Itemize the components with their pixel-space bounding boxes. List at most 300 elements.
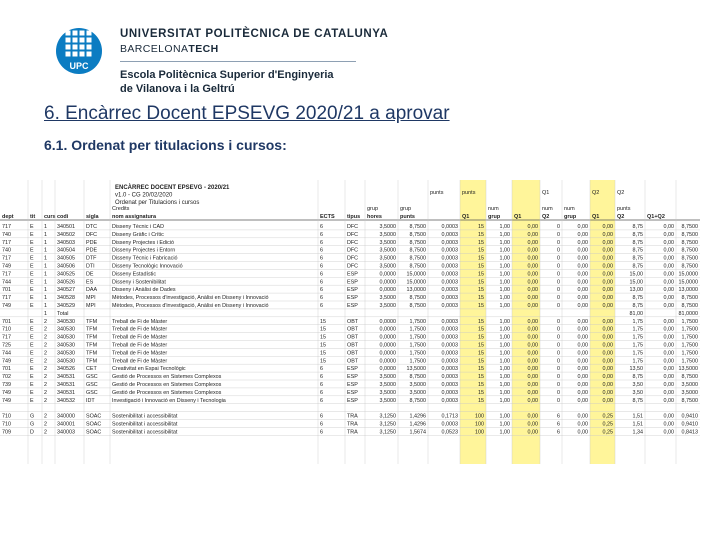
- banner-line: Ordenat per Titulacions i cursos: [115, 200, 200, 206]
- table-cell: 1,00: [499, 295, 510, 302]
- table-cell: TFM: [86, 358, 98, 365]
- table-cell: 0,00: [663, 366, 674, 373]
- table-cell: E: [30, 318, 34, 325]
- table-cell: 8,7500: [681, 239, 698, 246]
- table-cell: 1,00: [499, 366, 510, 373]
- table-cell: 0,0003: [441, 382, 458, 388]
- table-cell: 1,7500: [681, 318, 698, 325]
- table-cell: 0,00: [663, 295, 674, 302]
- table-cell: 6: [320, 231, 323, 238]
- table-cell: 0,00: [527, 295, 538, 302]
- table-cell: 2: [44, 366, 47, 373]
- table-cell: 8,7500: [409, 247, 426, 254]
- header-top-cell: Q2: [617, 190, 625, 196]
- table-cell: 6: [320, 224, 323, 230]
- table-cell: 3,5000: [379, 239, 396, 246]
- table-cell: 340530: [57, 334, 75, 341]
- table-cell: 13,5000: [406, 366, 426, 373]
- header-mid-cell: num: [564, 206, 575, 212]
- table-cell: 0,00: [602, 350, 613, 357]
- table-cell: E: [30, 358, 34, 365]
- table-cell: 2: [44, 326, 47, 333]
- page-subtitle: 6.1. Ordenat per titulacions i cursos:: [44, 137, 287, 153]
- table-cell: 340003: [57, 429, 75, 436]
- table-cell: 6: [557, 413, 560, 420]
- table-cell: 6: [320, 263, 323, 270]
- table-cell: 340531: [57, 374, 75, 381]
- table-cell: 0,0003: [441, 366, 458, 373]
- table-cell: 702: [2, 374, 11, 381]
- logo-dot: [73, 45, 78, 50]
- header-cell: dept: [2, 214, 14, 220]
- table-cell: 6: [320, 271, 323, 278]
- header-top-cell: punts: [462, 190, 476, 196]
- table-cell: 6: [320, 382, 323, 388]
- table-cell: 15: [320, 342, 326, 349]
- logo-dot: [80, 52, 85, 57]
- table-cell: OBT: [347, 334, 359, 341]
- table-cell: GSC: [86, 374, 98, 381]
- table-cell: 340531: [57, 382, 75, 388]
- table-cell: 8,75: [632, 303, 643, 309]
- table-cell: 0,00: [577, 326, 588, 333]
- table-cell: 0,00: [602, 271, 613, 278]
- table-cell: 0,0003: [441, 239, 458, 246]
- table-cell: 0,00: [527, 239, 538, 246]
- table-cell: 0: [557, 231, 560, 238]
- table-cell: 13,00: [629, 287, 643, 294]
- table-cell: Treball de Fi de Màster: [112, 350, 168, 357]
- table-cell: 1,75: [632, 350, 643, 357]
- table-cell: 1,7500: [681, 334, 698, 341]
- table-cell: IDT: [86, 397, 95, 404]
- table-cell: 1,75: [632, 342, 643, 349]
- table-cell: 0,00: [577, 413, 588, 420]
- table-cell: 1,00: [499, 389, 510, 396]
- table-cell: TRA: [347, 429, 358, 436]
- table-cell: 15: [478, 318, 484, 325]
- table-cell: 0,00: [602, 374, 613, 381]
- table-cell: 1,00: [499, 342, 510, 349]
- table-cell: 0: [557, 318, 560, 325]
- table-cell: 2: [44, 374, 47, 381]
- header-top-cell: punts: [430, 190, 444, 196]
- table-cell: 8,75: [632, 224, 643, 230]
- table-cell: 340501: [57, 224, 75, 230]
- table-cell: SOAC: [86, 429, 102, 436]
- table-cell: 0: [557, 382, 560, 388]
- table-cell: 749: [2, 303, 11, 309]
- table-cell: 15: [478, 382, 484, 388]
- table-cell: 3,5000: [681, 382, 698, 388]
- table-cell: 2: [44, 413, 47, 420]
- table-cell: 1: [44, 231, 47, 238]
- table-cell: 0: [557, 271, 560, 278]
- header-mid-cell: punts: [617, 206, 631, 212]
- table-cell: 1,51: [632, 421, 643, 428]
- table-cell: 0,25: [602, 421, 613, 428]
- table-cell: OBT: [347, 358, 359, 365]
- table-cell: 0,00: [663, 239, 674, 246]
- header-cell: Q1: [462, 214, 470, 220]
- table-cell: 0,00: [527, 287, 538, 294]
- table-cell: 0,00: [527, 247, 538, 254]
- logo-text: UPC: [69, 61, 89, 71]
- table-cell: 15: [478, 374, 484, 381]
- logo-dot: [73, 52, 78, 57]
- table-cell: 0,0523: [441, 429, 458, 436]
- table-cell: 0,00: [527, 303, 538, 309]
- logo-dot: [87, 52, 92, 57]
- table-cell: 1,00: [499, 334, 510, 341]
- table-cell: 1,00: [499, 326, 510, 333]
- table-cell: 0,00: [602, 358, 613, 365]
- table-cell: E: [30, 247, 34, 254]
- table-cell: 0,00: [602, 247, 613, 254]
- table-cell: 3,5000: [409, 389, 426, 396]
- table-cell: 0,0003: [441, 421, 458, 428]
- table-cell: 1,34: [632, 429, 643, 436]
- table-cell: 340000: [57, 413, 75, 420]
- table-cell: 6: [320, 374, 323, 381]
- table-cell: 13,0000: [678, 287, 698, 294]
- table-cell: 0,00: [577, 224, 588, 230]
- table-cell: 0,00: [602, 366, 613, 373]
- table-cell: 15,0000: [678, 279, 698, 286]
- table-cell: 0,00: [577, 279, 588, 286]
- table-cell: 0: [557, 374, 560, 381]
- table-cell: ESP: [347, 397, 358, 404]
- table-cell: 0,00: [527, 279, 538, 286]
- table-cell: 1,75: [632, 334, 643, 341]
- table-cell: 15: [478, 350, 484, 357]
- table-cell: 6: [557, 429, 560, 436]
- table-cell: 0,00: [577, 247, 588, 254]
- table-cell: 15: [478, 397, 484, 404]
- table-cell: 1: [44, 255, 47, 262]
- table-cell: 1,7500: [409, 318, 426, 325]
- table-cell: 100: [475, 429, 484, 436]
- table-cell: Treball de Fi de Màster: [112, 342, 168, 349]
- table-cell: 0,00: [577, 263, 588, 270]
- table-cell: 3,50: [632, 389, 643, 396]
- table-cell: 15: [478, 389, 484, 396]
- table-cell: 1,00: [499, 429, 510, 436]
- table-cell: 0: [557, 247, 560, 254]
- table-cell: SOAC: [86, 421, 102, 428]
- table-cell: 340530: [57, 350, 75, 357]
- table-cell: 100: [475, 413, 484, 420]
- table-cell: 749: [2, 397, 11, 404]
- table-cell: 0,0003: [441, 350, 458, 357]
- table-cell: DTI: [86, 263, 95, 270]
- table-cell: 2: [44, 350, 47, 357]
- table-cell: 0,00: [577, 231, 588, 238]
- table-cell: 0,0003: [441, 231, 458, 238]
- logo-dot: [66, 52, 71, 57]
- table-cell: 0,9410: [681, 421, 698, 428]
- table-cell: 13,50: [629, 366, 643, 373]
- table-cell: 81,00: [629, 310, 643, 317]
- table-cell: 340529: [57, 303, 75, 309]
- table-cell: E: [30, 334, 34, 341]
- table-cell: 2: [44, 382, 47, 388]
- table-cell: 6: [320, 239, 323, 246]
- table-cell: 1: [44, 239, 47, 246]
- table-cell: 3,5000: [379, 397, 396, 404]
- table-cell: 8,7500: [681, 247, 698, 254]
- table-cell: 0,00: [663, 397, 674, 404]
- table-cell: 340530: [57, 342, 75, 349]
- table-cell: 1,7500: [409, 342, 426, 349]
- table-cell: ES: [86, 279, 94, 286]
- header-cell: ECTS: [320, 214, 335, 220]
- table-cell: OBT: [347, 350, 359, 357]
- table-cell: DTF: [86, 255, 97, 262]
- table-cell: E: [30, 350, 34, 357]
- table-cell: TRA: [347, 413, 358, 420]
- table-cell: Disseny Tecnològic Innovació: [112, 263, 183, 270]
- table-cell: 2: [44, 342, 47, 349]
- table-cell: 0,00: [577, 374, 588, 381]
- table-cell: 0,00: [663, 224, 674, 230]
- university-header: [120, 28, 389, 96]
- table-cell: 717: [2, 239, 11, 246]
- logo-dot: [66, 38, 71, 43]
- table-cell: Sostenibilitat i accessibilitat: [112, 413, 178, 420]
- table-cell: 1,51: [632, 413, 643, 420]
- table-cell: 0: [557, 342, 560, 349]
- table-cell: Mètodes, Processos d'investigació, Anàlisi en Disseny i Innovació: [112, 303, 269, 309]
- table-cell: 0: [557, 389, 560, 396]
- table-cell: 8,7500: [409, 231, 426, 238]
- table-cell: 0,0003: [441, 271, 458, 278]
- table-cell: DTC: [86, 224, 98, 230]
- table-cell: Gestió de Processos en Sistemes Complexos: [112, 374, 222, 381]
- table-cell: 0,00: [577, 358, 588, 365]
- header-mid-cell: num: [488, 206, 499, 212]
- table-cell: 6: [320, 287, 323, 294]
- logo-dot: [80, 45, 85, 50]
- table-cell: E: [30, 263, 34, 270]
- table-cell: 0,0003: [441, 342, 458, 349]
- table-cell: ESP: [347, 389, 358, 396]
- table-cell: 8,7500: [681, 255, 698, 262]
- table-cell: E: [30, 239, 34, 246]
- table-cell: 0: [557, 397, 560, 404]
- table-cell: 1,7500: [409, 326, 426, 333]
- table-cell: Disseny Projectes i Edició: [112, 239, 175, 246]
- table-cell: 3,1250: [379, 413, 396, 420]
- table-cell: 15: [478, 303, 484, 309]
- table-cell: 15,00: [629, 279, 643, 286]
- table-cell: 8,7500: [681, 231, 698, 238]
- table-cell: 0,00: [663, 303, 674, 309]
- table-cell: 6: [320, 429, 323, 436]
- table-cell: 0,0003: [441, 287, 458, 294]
- table-cell: 6: [320, 366, 323, 373]
- table-cell: 8,7500: [409, 295, 426, 302]
- header-cell: nom assignatura: [112, 214, 157, 220]
- table-cell: 340505: [57, 255, 75, 262]
- table-cell: 725: [2, 342, 11, 349]
- table-cell: 6: [320, 255, 323, 262]
- table-cell: 1: [44, 287, 47, 294]
- table-cell: 0,00: [663, 287, 674, 294]
- school-name: [120, 68, 360, 96]
- table-cell: 15: [478, 255, 484, 262]
- logo-dot: [73, 38, 78, 43]
- table-cell: 0,00: [577, 397, 588, 404]
- table-cell: 3,1250: [379, 429, 396, 436]
- table-cell: 0: [557, 263, 560, 270]
- spreadsheet-image: [0, 180, 700, 464]
- table-cell: 0,00: [577, 239, 588, 246]
- table-cell: 0,00: [602, 389, 613, 396]
- table-cell: 0,00: [577, 271, 588, 278]
- table-cell: 0: [557, 295, 560, 302]
- table-cell: 0,00: [663, 342, 674, 349]
- table-cell: 0,0003: [441, 374, 458, 381]
- table-cell: 0,0003: [441, 326, 458, 333]
- header-cell: sigla: [86, 214, 99, 220]
- table-cell: 15: [478, 358, 484, 365]
- table-cell: 1: [44, 303, 47, 309]
- table-cell: 1,00: [499, 303, 510, 309]
- table-cell: OBT: [347, 342, 359, 349]
- table-cell: Treball de Fi de Màster: [112, 334, 168, 341]
- table-cell: 1,00: [499, 239, 510, 246]
- table-cell: 8,75: [632, 255, 643, 262]
- table-cell: E: [30, 279, 34, 286]
- table-cell: 3,5000: [681, 389, 698, 396]
- table-cell: 15,0000: [406, 271, 426, 278]
- header-mid-cell: grup: [400, 206, 412, 212]
- table-cell: 0,00: [663, 263, 674, 270]
- table-cell: 0,25: [602, 413, 613, 420]
- header-cell: grup: [488, 214, 501, 220]
- table-cell: 0,0003: [441, 303, 458, 309]
- table-cell: 1,00: [499, 271, 510, 278]
- table-cell: 0: [557, 326, 560, 333]
- table-cell: 0,0000: [379, 326, 396, 333]
- table-cell: 0,00: [577, 287, 588, 294]
- table-cell: Disseny Projectes i Entorn: [112, 247, 176, 254]
- table-cell: 0,0003: [441, 279, 458, 286]
- table-cell: 0,0000: [379, 334, 396, 341]
- table-cell: 749: [2, 389, 11, 396]
- table-cell: 0,00: [577, 303, 588, 309]
- table-cell: 0,00: [602, 231, 613, 238]
- table-cell: 701: [2, 287, 11, 294]
- table-cell: 15: [478, 224, 484, 230]
- table-cell: 0,00: [577, 429, 588, 436]
- table-cell: 1,00: [499, 358, 510, 365]
- table-cell: 1,7500: [409, 334, 426, 341]
- table-cell: 15: [320, 358, 326, 365]
- table-cell: 6: [320, 397, 323, 404]
- table-cell: TFM: [86, 318, 98, 325]
- table-cell: 15: [478, 295, 484, 302]
- table-cell: 749: [2, 358, 11, 365]
- table-cell: 3,5000: [379, 247, 396, 254]
- table-cell: 15: [478, 263, 484, 270]
- table-cell: 1,00: [499, 374, 510, 381]
- table-cell: Treball de Fi de Màster: [112, 326, 168, 333]
- header-mid-cell: grup: [367, 206, 379, 212]
- table-cell: 3,5000: [379, 389, 396, 396]
- table-cell: E: [30, 271, 34, 278]
- table-cell: 0: [557, 334, 560, 341]
- table-cell: 0,00: [663, 382, 674, 388]
- table-cell: OBT: [347, 326, 359, 333]
- table-cell: 1,7500: [681, 358, 698, 365]
- table-cell: E: [30, 374, 34, 381]
- table-cell: 0,00: [577, 366, 588, 373]
- table-cell: 0: [557, 279, 560, 286]
- table-cell: E: [30, 382, 34, 388]
- table-cell: 0,0003: [441, 389, 458, 396]
- table-cell: 1: [44, 310, 47, 317]
- table-cell: ESP: [347, 374, 358, 381]
- logo-dot: [80, 31, 85, 36]
- table-cell: Sostenibilitat i accessibilitat: [112, 421, 178, 428]
- table-cell: 15,0000: [406, 279, 426, 286]
- table-cell: 8,7500: [681, 374, 698, 381]
- table-cell: 3,5000: [409, 382, 426, 388]
- logo-dot: [73, 31, 78, 36]
- table-cell: 0: [557, 287, 560, 294]
- table-cell: Mètodes, Processos d'investigació, Anàlisi en Disseny i Innovació: [112, 295, 269, 302]
- table-cell: 744: [2, 350, 11, 357]
- table-cell: 1,5674: [409, 429, 426, 436]
- table-cell: ESP: [347, 279, 358, 286]
- table-cell: Sostenibilitat i accessibilitat: [112, 429, 178, 436]
- table-cell: 0: [557, 350, 560, 357]
- table-cell: OBT: [347, 318, 359, 325]
- table-cell: 0,00: [602, 279, 613, 286]
- table-cell: DFC: [347, 247, 359, 254]
- table-cell: 1: [44, 224, 47, 230]
- table-cell: 340502: [57, 231, 75, 238]
- table-cell: 0,00: [663, 231, 674, 238]
- table-cell: 0,0003: [441, 295, 458, 302]
- table-cell: 3,5000: [379, 295, 396, 302]
- table-cell: 0,00: [577, 421, 588, 428]
- header-top-cell: Q1: [542, 190, 550, 196]
- table-cell: E: [30, 366, 34, 373]
- table-cell: 0,9410: [681, 413, 698, 420]
- table-cell: 15: [478, 271, 484, 278]
- table-cell: GSC: [86, 389, 98, 396]
- table-cell: 0,00: [663, 374, 674, 381]
- table-cell: 6: [320, 303, 323, 309]
- table-cell: 340530: [57, 358, 75, 365]
- header-cell: curs: [44, 214, 56, 220]
- table-cell: 100: [475, 421, 484, 428]
- table-cell: 8,7500: [409, 374, 426, 381]
- table-cell: PDE: [86, 247, 98, 254]
- table-cell: 15,0000: [678, 271, 698, 278]
- table-cell: MPI: [86, 295, 96, 302]
- table-cell: 340528: [57, 295, 75, 302]
- table-cell: 2: [44, 421, 47, 428]
- header-cell: tipus: [347, 214, 361, 220]
- table-cell: 8,7500: [681, 224, 698, 230]
- table-cell: E: [30, 231, 34, 238]
- header-cell: hores: [367, 214, 382, 220]
- table-cell: Disseny Estadístic: [112, 271, 157, 278]
